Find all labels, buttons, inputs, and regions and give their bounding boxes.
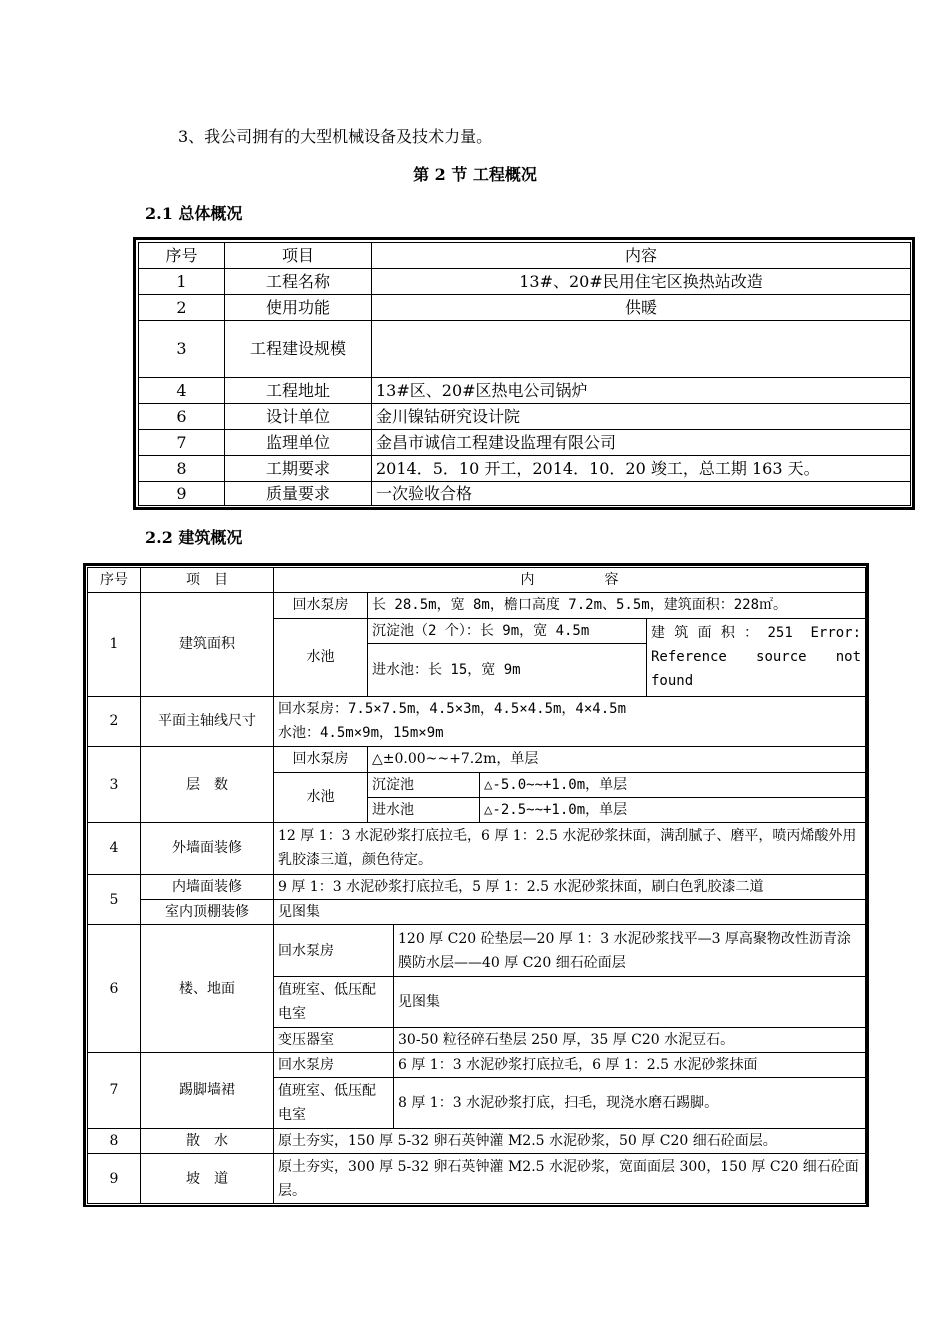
row-content: 13#区、20#区热电公司锅炉 bbox=[372, 378, 911, 404]
row-item: 监理单位 bbox=[225, 430, 372, 456]
intro-paragraph: 3、我公司拥有的大型机械设备及技术力量。 bbox=[178, 127, 493, 146]
row-no: 1 bbox=[88, 593, 141, 696]
header-no: 序号 bbox=[139, 243, 225, 269]
table-header-row bbox=[88, 568, 866, 593]
cell-text: 进水池：长 15，宽 9m bbox=[368, 643, 647, 696]
row-no: 9 bbox=[139, 482, 225, 506]
table-row bbox=[88, 1053, 866, 1078]
cell-label: 回水泵房 bbox=[274, 747, 368, 772]
row-item: 散 水 bbox=[141, 1128, 274, 1153]
row-item: 楼、地面 bbox=[141, 925, 274, 1053]
table-row bbox=[88, 823, 866, 875]
cell-text: 12 厚 1：3 水泥砂浆打底拉毛，6 厚 1：2.5 水泥砂浆抹面，满刮腻子、磨平，喷丙烯酸外用乳胶漆三道，颜色待定。 bbox=[274, 823, 866, 875]
table-row bbox=[139, 430, 911, 456]
row-no: 7 bbox=[139, 430, 225, 456]
row-no: 9 bbox=[88, 1154, 141, 1204]
cell-text: △-5.0~~+1.0m，单层 bbox=[480, 772, 866, 797]
table-row bbox=[88, 593, 866, 618]
header-no: 序号 bbox=[88, 568, 141, 593]
row-no: 4 bbox=[88, 823, 141, 875]
cell-label: 水池 bbox=[274, 618, 368, 696]
overview-table bbox=[138, 242, 911, 506]
table-row bbox=[139, 404, 911, 430]
row-no: 6 bbox=[139, 404, 225, 430]
table-row bbox=[139, 295, 911, 321]
cell-label: 沉淀池 bbox=[368, 772, 480, 797]
row-item: 质量要求 bbox=[225, 482, 372, 506]
row-no: 5 bbox=[88, 874, 141, 925]
table-header-row bbox=[139, 243, 911, 269]
table-row bbox=[88, 1154, 866, 1204]
row-content bbox=[372, 321, 911, 378]
building-table bbox=[87, 567, 866, 1204]
table-row bbox=[88, 925, 866, 977]
table-row bbox=[88, 747, 866, 772]
table-row bbox=[88, 900, 866, 925]
row-item: 设计单位 bbox=[225, 404, 372, 430]
row-no: 8 bbox=[88, 1128, 141, 1153]
cell-label: 水池 bbox=[274, 772, 368, 823]
row-no: 7 bbox=[88, 1053, 141, 1129]
row-item: 坡 道 bbox=[141, 1154, 274, 1204]
cell-label: 变压器室 bbox=[274, 1027, 394, 1052]
cell-text: 9 厚 1：3 水泥砂浆打底拉毛，5 厚 1：2.5 水泥砂浆抹面，刷白色乳胶漆二道 bbox=[274, 874, 866, 899]
row-no: 6 bbox=[88, 925, 141, 1053]
cell-text: △-2.5~~+1.0m，单层 bbox=[480, 797, 866, 822]
table-row bbox=[139, 456, 911, 482]
row-no: 3 bbox=[88, 747, 141, 823]
header-item: 项目 bbox=[225, 243, 372, 269]
cell-label: 回水泵房 bbox=[274, 593, 368, 618]
row-item: 踢脚墙裙 bbox=[141, 1053, 274, 1129]
row-item: 外墙面装修 bbox=[141, 823, 274, 875]
cell-text: 见图集 bbox=[394, 977, 866, 1028]
table-row bbox=[88, 874, 866, 899]
row-no: 2 bbox=[88, 696, 141, 747]
row-item: 建筑面积 bbox=[141, 593, 274, 696]
row-content: 供暖 bbox=[372, 295, 911, 321]
cell-text: 6 厚 1：3 水泥砂浆打底拉毛，6 厚 1：2.5 水泥砂浆抹面 bbox=[394, 1053, 866, 1078]
row-item: 工程地址 bbox=[225, 378, 372, 404]
subsection-title-building: 2.2 建筑概况 bbox=[145, 528, 243, 547]
row-no: 8 bbox=[139, 456, 225, 482]
cell-text: 原土夯实，150 厚 5-32 卵石英钟灌 M2.5 水泥砂浆，50 厚 C20 细石砼面层。 bbox=[274, 1128, 866, 1153]
row-item: 室内顶棚装修 bbox=[141, 900, 274, 925]
cell-text: 沉淀池（2 个）：长 9m，宽 4.5m bbox=[368, 618, 647, 643]
row-no: 2 bbox=[139, 295, 225, 321]
table-row bbox=[88, 1128, 866, 1153]
cell-text: 30-50 粒径碎石垫层 250 厚，35 厚 C20 水泥豆石。 bbox=[394, 1027, 866, 1052]
row-no: 1 bbox=[139, 269, 225, 295]
cell-text: 8 厚 1：3 水泥砂浆打底，扫毛，现浇水磨石踢脚。 bbox=[394, 1078, 866, 1129]
text-line: 水池：4.5m×9m，15m×9m bbox=[278, 725, 444, 742]
table-row bbox=[139, 269, 911, 295]
row-item: 平面主轴线尺寸 bbox=[141, 696, 274, 747]
cell-label: 进水池 bbox=[368, 797, 480, 822]
row-item: 层 数 bbox=[141, 747, 274, 823]
row-no: 4 bbox=[139, 378, 225, 404]
row-item: 内墙面装修 bbox=[141, 874, 274, 899]
cell-label: 值班室、低压配电室 bbox=[274, 1078, 394, 1129]
text-line: 回水泵房：7.5×7.5m，4.5×3m，4.5×4.5m，4×4.5m bbox=[278, 701, 627, 718]
cell-text: 见图集 bbox=[274, 900, 866, 925]
cell-text: 原土夯实，300 厚 5-32 卵石英钟灌 M2.5 水泥砂浆，宽面面层 300，150 厚 C20 细石砼面层。 bbox=[274, 1154, 866, 1204]
row-item: 使用功能 bbox=[225, 295, 372, 321]
cell-text: △±0.00~~+7.2m，单层 bbox=[368, 747, 866, 772]
row-item: 工期要求 bbox=[225, 456, 372, 482]
row-content: 一次验收合格 bbox=[372, 482, 911, 506]
subsection-title-overview: 2.1 总体概况 bbox=[145, 204, 243, 223]
row-item: 工程名称 bbox=[225, 269, 372, 295]
row-content: 金川镍钴研究设计院 bbox=[372, 404, 911, 430]
table-row bbox=[139, 378, 911, 404]
header-item: 项 目 bbox=[141, 568, 274, 593]
cell-label: 回水泵房 bbox=[274, 925, 394, 977]
row-item: 工程建设规模 bbox=[225, 321, 372, 378]
row-content: 金昌市诚信工程建设监理有限公司 bbox=[372, 430, 911, 456]
header-content: 内 容 bbox=[274, 568, 866, 593]
table-row bbox=[139, 321, 911, 378]
overview-table-frame bbox=[133, 237, 915, 510]
building-table-frame bbox=[83, 563, 869, 1207]
cell-note: 建筑面积：251 Error: Reference source not found bbox=[647, 618, 866, 696]
cell-text: 长 28.5m，宽 8m，檐口高度 7.2m、5.5m，建筑面积：228㎡。 bbox=[368, 593, 866, 618]
cell-label: 回水泵房 bbox=[274, 1053, 394, 1078]
table-row bbox=[139, 482, 911, 506]
row-content: 13#、20#民用住宅区换热站改造 bbox=[372, 269, 911, 295]
cell-text: 120 厚 C20 砼垫层—20 厚 1：3 水泥砂浆找平—3 厚高聚物改性沥青涂膜防水层——40 厚 C20 细石砼面层 bbox=[394, 925, 866, 977]
header-content: 内容 bbox=[372, 243, 911, 269]
row-content: 2014．5．10 开工，2014．10．20 竣工，总工期 163 天。 bbox=[372, 456, 911, 482]
section-title: 第 2 节 工程概况 bbox=[413, 165, 537, 184]
cell-text bbox=[274, 696, 866, 747]
table-row bbox=[88, 696, 866, 747]
cell-label: 值班室、低压配电室 bbox=[274, 977, 394, 1028]
row-no: 3 bbox=[139, 321, 225, 378]
